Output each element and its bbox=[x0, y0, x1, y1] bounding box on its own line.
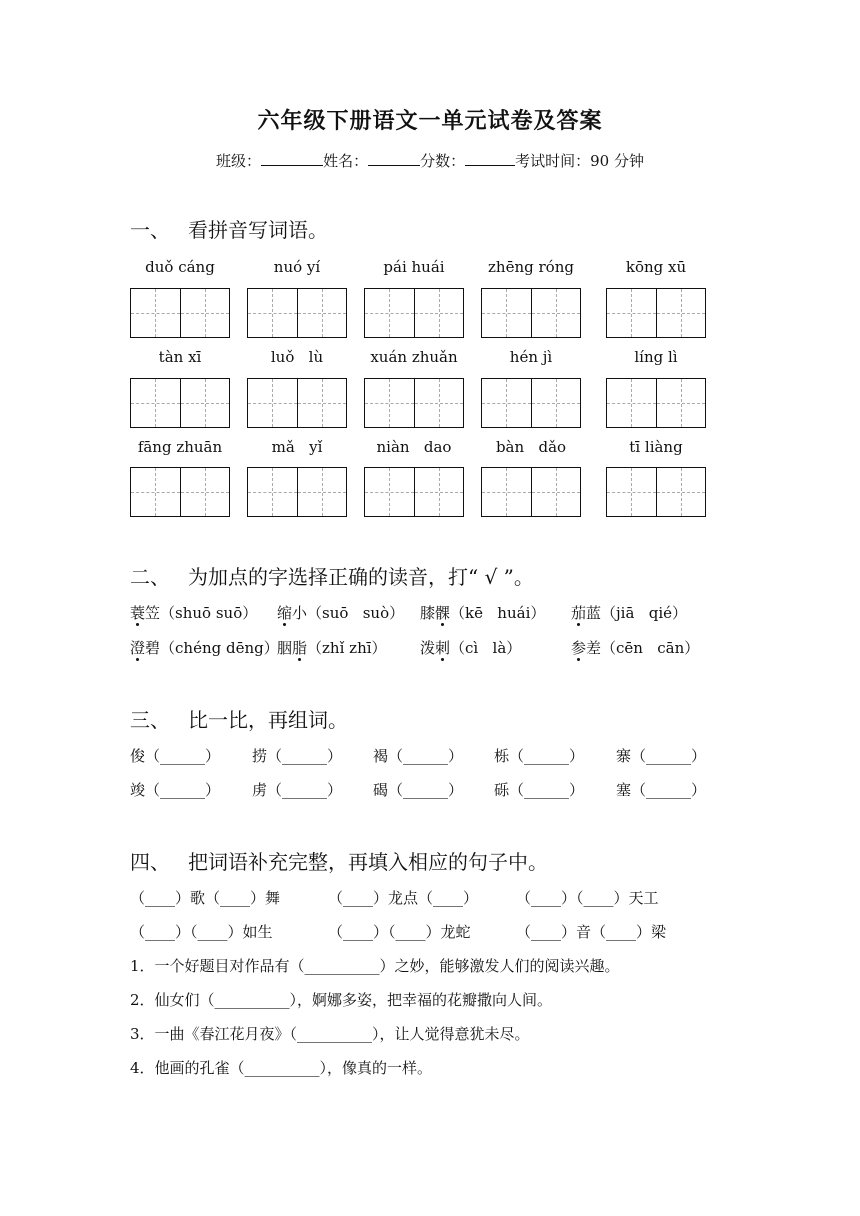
idiom-blank: （____）音（____）梁 bbox=[516, 923, 667, 941]
writing-grid bbox=[130, 288, 230, 338]
compare-item: 寨（______） bbox=[616, 747, 707, 765]
class-label: 班级： bbox=[216, 152, 262, 170]
fill-sentence: 2．仙女们（__________），婀娜多姿，把幸福的花瓣撒向人间。 bbox=[130, 991, 553, 1009]
dotted-character: 刺 bbox=[435, 639, 451, 657]
item-options: （zhǐ zhī） bbox=[307, 639, 387, 657]
grid-cell bbox=[482, 379, 531, 427]
section3-title: 比一比，再组词。 bbox=[188, 708, 348, 732]
pinyin-label: tàn xī bbox=[158, 348, 202, 366]
time-label: 考试时间：90 分钟 bbox=[515, 152, 644, 170]
compare-item: 竣（______） bbox=[130, 781, 221, 799]
pinyin-label: pái huái bbox=[383, 258, 445, 276]
writing-grid bbox=[364, 467, 464, 517]
pinyin-label: niàn dao bbox=[376, 438, 452, 456]
item-options: 差（cēn cān） bbox=[586, 639, 700, 657]
grid-cell bbox=[131, 468, 180, 516]
score-blank bbox=[465, 151, 515, 166]
grid-cell bbox=[531, 379, 581, 427]
pronunciation-item bbox=[130, 602, 257, 623]
section2-heading bbox=[130, 561, 534, 590]
writing-grid bbox=[364, 378, 464, 428]
dotted-character: 缩 bbox=[277, 604, 293, 622]
writing-grid bbox=[606, 467, 706, 517]
grid-cell bbox=[131, 379, 180, 427]
writing-grid bbox=[481, 288, 581, 338]
grid-cell bbox=[414, 289, 464, 337]
grid-cell bbox=[414, 379, 464, 427]
pinyin-label: bàn dǎo bbox=[495, 438, 567, 456]
writing-grid bbox=[247, 378, 347, 428]
compare-item: 塞（______） bbox=[616, 781, 707, 799]
grid-cell bbox=[365, 379, 414, 427]
dotted-character: 参 bbox=[571, 639, 587, 657]
score-label: 分数： bbox=[420, 152, 466, 170]
pronunciation-item bbox=[277, 602, 404, 623]
writing-grid bbox=[247, 467, 347, 517]
section1-heading bbox=[130, 214, 328, 243]
compare-item: 栎（______） bbox=[494, 747, 585, 765]
grid-cell bbox=[414, 468, 464, 516]
item-prefix: 胭 bbox=[277, 639, 293, 657]
idiom-blank: （____）歌（____）舞 bbox=[130, 889, 281, 907]
dotted-character: 澄 bbox=[130, 639, 146, 657]
grid-cell bbox=[297, 468, 347, 516]
grid-cell bbox=[248, 468, 297, 516]
pinyin-label: líng lì bbox=[634, 348, 678, 366]
idiom-blank: （____）龙点（____） bbox=[328, 889, 479, 907]
grid-cell bbox=[180, 379, 230, 427]
compare-item: 褐（______） bbox=[373, 747, 464, 765]
grid-cell bbox=[482, 289, 531, 337]
compare-item: 砾（______） bbox=[494, 781, 585, 799]
pronunciation-item bbox=[571, 637, 699, 658]
section2-title: 为加点的字选择正确的读音，打“ √ ”。 bbox=[188, 565, 534, 589]
pinyin-label: tī liàng bbox=[629, 438, 683, 456]
pinyin-label: fāng zhuān bbox=[137, 438, 223, 456]
pronunciation-item bbox=[571, 602, 687, 623]
exam-info-line bbox=[0, 150, 860, 171]
grid-cell bbox=[365, 468, 414, 516]
writing-grid bbox=[606, 288, 706, 338]
name-label: 姓名： bbox=[323, 152, 369, 170]
grid-cell bbox=[656, 468, 706, 516]
pronunciation-item bbox=[277, 637, 387, 658]
grid-cell bbox=[248, 379, 297, 427]
pronunciation-item bbox=[420, 602, 545, 623]
grid-cell bbox=[297, 379, 347, 427]
item-prefix: 膝 bbox=[420, 604, 436, 622]
item-options: （kē huái） bbox=[450, 604, 546, 622]
name-blank bbox=[368, 151, 420, 166]
grid-cell bbox=[607, 379, 656, 427]
pronunciation-item bbox=[130, 637, 279, 658]
writing-grid bbox=[364, 288, 464, 338]
grid-cell bbox=[607, 289, 656, 337]
dotted-character: 茄 bbox=[571, 604, 587, 622]
grid-cell bbox=[180, 289, 230, 337]
pinyin-label: luǒ lù bbox=[270, 348, 324, 366]
writing-grid bbox=[130, 467, 230, 517]
pinyin-label: zhēng róng bbox=[488, 258, 574, 276]
item-prefix: 泼 bbox=[420, 639, 436, 657]
pinyin-label: kōng xū bbox=[625, 258, 687, 276]
dotted-character: 脂 bbox=[292, 639, 308, 657]
grid-cell bbox=[531, 289, 581, 337]
item-options: （cì là） bbox=[450, 639, 522, 657]
section4-title: 把词语补充完整，再填入相应的句子中。 bbox=[188, 850, 548, 874]
grid-cell bbox=[656, 379, 706, 427]
grid-cell bbox=[248, 289, 297, 337]
section1-number: 一、 bbox=[130, 218, 170, 242]
pronunciation-item bbox=[420, 637, 521, 658]
idiom-blank: （____）（____）如生 bbox=[130, 923, 273, 941]
grid-cell bbox=[656, 289, 706, 337]
page-title: 六年级下册语文一单元试卷及答案 bbox=[257, 108, 603, 134]
grid-cell bbox=[482, 468, 531, 516]
writing-grid bbox=[130, 378, 230, 428]
writing-grid bbox=[481, 378, 581, 428]
writing-grid bbox=[481, 467, 581, 517]
section4-number: 四、 bbox=[130, 850, 170, 874]
writing-grid bbox=[247, 288, 347, 338]
section2-number: 二、 bbox=[130, 565, 170, 589]
fill-sentence: 1．一个好题目对作品有（__________）之妙，能够激发人们的阅读兴趣。 bbox=[130, 957, 620, 975]
fill-sentence: 4．他画的孔雀（__________），像真的一样。 bbox=[130, 1059, 433, 1077]
section1-title: 看拼音写词语。 bbox=[188, 218, 328, 242]
grid-cell bbox=[607, 468, 656, 516]
pinyin-label: nuó yí bbox=[273, 258, 321, 276]
pinyin-label: mǎ yǐ bbox=[271, 438, 323, 456]
item-options: 碧（chéng dēng） bbox=[145, 639, 279, 657]
item-options: 小（suō suò） bbox=[292, 604, 405, 622]
section3-heading bbox=[130, 704, 348, 733]
grid-cell bbox=[131, 289, 180, 337]
grid-cell bbox=[297, 289, 347, 337]
compare-item: 俊（______） bbox=[130, 747, 221, 765]
fill-sentence: 3．一曲《春江花月夜》（__________），让人觉得意犹未尽。 bbox=[130, 1025, 530, 1043]
dotted-character: 蓑 bbox=[130, 604, 146, 622]
pinyin-label: duǒ cáng bbox=[145, 258, 215, 276]
pinyin-label: hén jì bbox=[509, 348, 553, 366]
compare-item: 碣（______） bbox=[373, 781, 464, 799]
grid-cell bbox=[531, 468, 581, 516]
section3-number: 三、 bbox=[130, 708, 170, 732]
pinyin-label: xuán zhuǎn bbox=[370, 348, 458, 366]
grid-cell bbox=[180, 468, 230, 516]
class-blank bbox=[261, 151, 323, 166]
compare-item: 捞（______） bbox=[252, 747, 343, 765]
grid-cell bbox=[365, 289, 414, 337]
writing-grid bbox=[606, 378, 706, 428]
idiom-blank: （____）（____）天工 bbox=[516, 889, 659, 907]
dotted-character: 髁 bbox=[435, 604, 451, 622]
section4-heading bbox=[130, 846, 548, 875]
compare-item: 虏（______） bbox=[252, 781, 343, 799]
item-options: 蓝（jiā qié） bbox=[586, 604, 687, 622]
idiom-blank: （____）（____）龙蛇 bbox=[328, 923, 471, 941]
item-options: 笠（shuō suō） bbox=[145, 604, 258, 622]
